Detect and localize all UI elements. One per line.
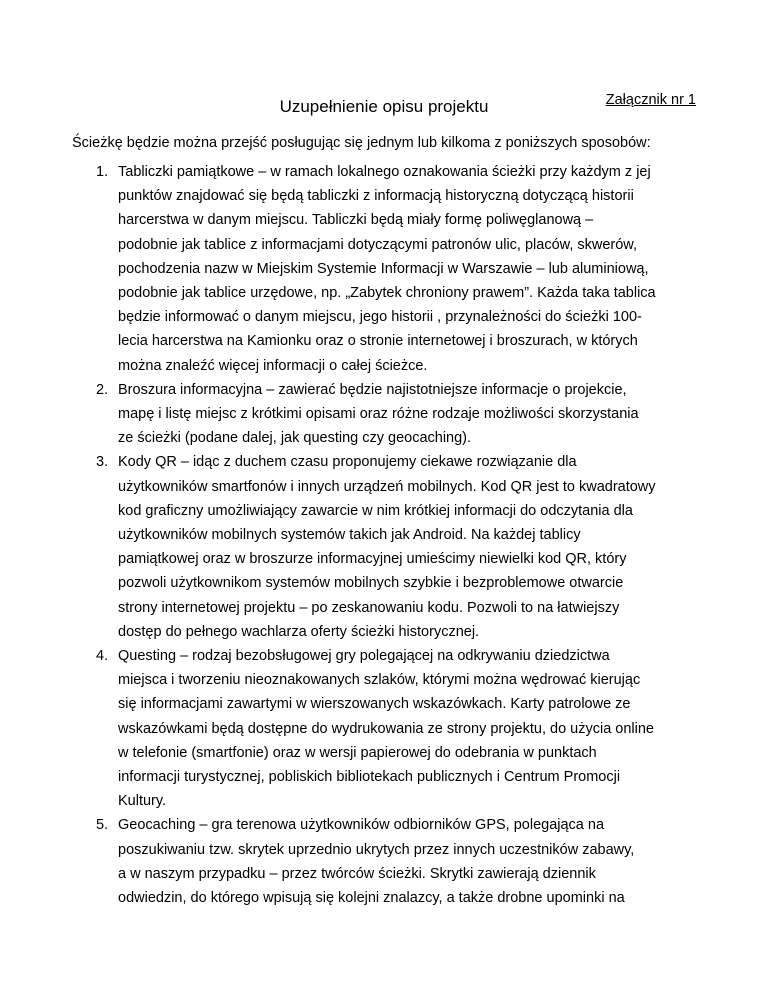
- list-item-text-line: użytkowników mobilnych systemów takich jak Android. Na każdej tablicy: [118, 527, 581, 544]
- list-item-text-line: punktów znajdować się będą tabliczki z informacją historyczną dotyczącą historii: [118, 188, 634, 205]
- list-item-text-line: użytkowników smartfonów i innych urządzeń mobilnych. Kod QR jest to kwadratowy: [118, 478, 656, 495]
- intro-paragraph: Ścieżkę będzie można przejść posługując się jednym lub kilkoma z poniższych sposobów:: [72, 135, 651, 151]
- list-item-text-line: harcerstwa w danym miejscu. Tabliczki będą miały formę poliwęglanową –: [118, 212, 594, 229]
- list-item: [0, 813, 768, 910]
- list-item: [0, 378, 768, 451]
- list-item-text-line: poszukiwaniu tzw. skrytek uprzednio ukrytych przez innych uczestników zabawy,: [118, 841, 635, 858]
- list-item-number: 5.: [96, 817, 109, 834]
- list-item-number: 1.: [96, 164, 109, 180]
- document-title: Uzupełnienie opisu projektu: [279, 97, 489, 116]
- list-item-text-line: Tabliczki pamiątkowe – w ramach lokalnego oznakowania ścieżki przy każdym z jej: [118, 164, 651, 180]
- list-item: [0, 450, 768, 644]
- list-item-text-line: lecia harcerstwa na Kamionku oraz o stronie internetowej i broszurach, w których: [118, 333, 638, 350]
- list-item-text-line: miejsca i tworzeniu nieoznakowanych szlaków, którymi można wędrować kierując: [118, 672, 641, 689]
- list-item-text-line: podobnie jak tablice z informacjami dotyczącymi patronów ulic, placów, skwerów,: [118, 236, 638, 253]
- list-item: [0, 160, 768, 378]
- list-item-number: 4.: [96, 648, 109, 665]
- annex-label: Załącznik nr 1: [605, 92, 696, 108]
- list-item: [0, 644, 768, 813]
- list-item-text-line: ze ścieżki (podane dalej, jak questing czy geocaching).: [118, 430, 472, 447]
- list-item-text-line: dostęp do pełnego wachlarza oferty ścieżki historycznej.: [118, 623, 480, 640]
- list-item-text-line: w telefonie (smartfonie) oraz w wersji papierowej do odebrania w punktach: [118, 744, 597, 761]
- list-item-text-line: Kody QR – idąc z duchem czasu proponujemy ciekawe rozwiązanie dla: [118, 454, 577, 471]
- list-item-text-line: Broszura informacyjna – zawierać będzie najistotniejsze informacje o projekcie,: [118, 381, 627, 398]
- list-item-text-line: informacji turystycznej, pobliskich bibliotekach publicznych i Centrum Promocji: [118, 769, 621, 786]
- list-item-text-line: wskazówkami będą dostępne do wydrukowania ze strony projektu, do użycia online: [118, 720, 654, 737]
- methods-list: [0, 160, 768, 910]
- list-item-number: 2.: [96, 381, 109, 398]
- list-item-text-line: można znaleźć więcej informacji o całej ścieżce.: [118, 357, 428, 374]
- list-item-text-line: Questing – rodzaj bezobsługowej gry polegającej na odkrywaniu dziedzictwa: [118, 648, 610, 665]
- list-item-text-line: pozwoli użytkownikom systemów mobilnych szybkie i bezproblemowe otwarcie: [118, 575, 624, 592]
- list-item-number: 3.: [96, 454, 109, 471]
- list-item-text-line: pochodzenia nazw w Miejskim Systemie Informacji w Warszawie – lub aluminiową,: [118, 260, 649, 277]
- list-item-text-line: będzie informować o danym miejscu, jego historii , przynależności do ścieżki 100-: [118, 309, 642, 326]
- list-item-text-line: się informacjami zawartymi w wierszowanych wskazówkach. Karty patrolowe ze: [118, 696, 631, 713]
- list-item-text-line: podobnie jak tablice urzędowe, np. „Zabytek chroniony prawem”. Każda taka tablica: [118, 285, 656, 302]
- list-item-text-line: a w naszym przypadku – przez twórców ścieżki. Skrytki zawierają dziennik: [118, 865, 596, 882]
- list-item-text-line: Kultury.: [118, 793, 167, 810]
- list-item-text-line: strony internetowej projektu – po zeskanowaniu kodu. Pozwoli to na łatwiejszy: [118, 599, 620, 616]
- list-item-text-line: kod graficzny umożliwiający zawarcie w nim krótkiej informacji do odczytania dla: [118, 502, 633, 519]
- list-item-text-line: pamiątkowej oraz w broszurze informacyjnej umieścimy niewielki kod QR, który: [118, 551, 627, 568]
- list-item-text-line: Geocaching – gra terenowa użytkowników odbiorników GPS, polegająca na: [118, 817, 605, 834]
- list-item-text-line: odwiedzin, do którego wpisują się kolejni znalazcy, a także drobne upominki na: [118, 890, 625, 907]
- list-item-text-line: mapę i listę miejsc z krótkimi opisami oraz różne rodzaje możliwości skorzystania: [118, 406, 639, 423]
